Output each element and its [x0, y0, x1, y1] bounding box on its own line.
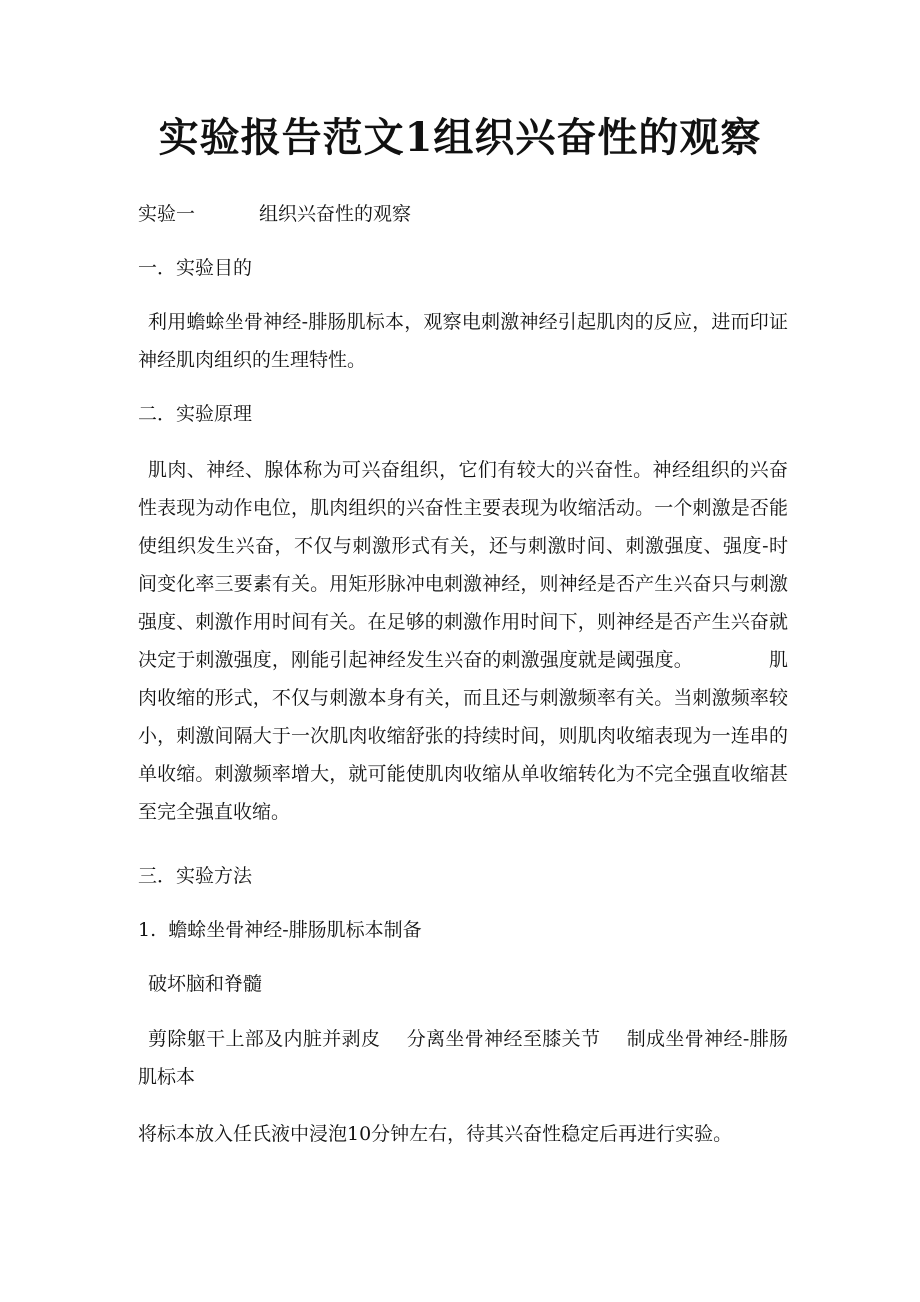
method-step-1: 1. 蟾蜍坐骨神经-腓肠肌标本制备 [138, 919, 422, 941]
principle-text-1: 肌肉、神经、腺体称为可兴奋组织，它们有较大的兴奋性。神经组织的兴奋性表现为动作电位，肌肉组织的兴奋性主要表现为收缩活动。一个刺激是否能使组织发生兴奋，不仅与刺激形式有关，还与刺激时间、刺激强度、强度-时间变化率三要素有关。用矩形脉冲电刺激神经，则神经是否产生兴奋只与刺激强度、刺激作用时间有关。在足够的刺激作用时间下，则神经是否产生兴奋就决定于刺激强度，刚能引起神经发生兴奋的刺激强度就是阈强度。 [138, 459, 788, 671]
experiment-subtitle [138, 196, 788, 232]
experiment-name: 组织兴奋性的观察 [259, 203, 412, 225]
method-step-1b-part-3: 制成坐骨神经-腓肠肌标本 [138, 1028, 788, 1088]
principle-paragraph [138, 451, 788, 831]
method-step-1b [138, 1020, 788, 1096]
method-step-1b-part-2: 分离坐骨神经至膝关节 [406, 1028, 601, 1050]
method-step-1b-part-1: 剪除躯干上部及内脏并剥皮 [148, 1028, 381, 1050]
experiment-number: 实验一 [138, 203, 196, 225]
method-step-1c: 将标本放入任氏液中浸泡10分钟左右，待其兴奋性稳定后再进行实验。 [138, 1123, 733, 1145]
method-step-1a: 破坏脑和脊髓 [148, 973, 263, 995]
purpose-heading: 一．实验目的 [138, 257, 253, 279]
principle-heading: 二．实验原理 [138, 403, 253, 425]
method-heading: 三．实验方法 [138, 865, 253, 887]
principle-text-2: 肌肉收缩的形式，不仅与刺激本身有关，而且还与刺激频率有关。当刺激频率较小，刺激间隔大于一次肌肉收缩舒张的持续时间，则肌肉收缩表现为一连串的单收缩。刺激频率增大，就可能使肌肉收缩从单收缩转化为不完全强直收缩甚至完全强直收缩。 [138, 649, 788, 823]
document-title: 实验报告范文1组织兴奋性的观察 [158, 114, 762, 161]
purpose-text: 利用蟾蜍坐骨神经-腓肠肌标本，观察电刺激神经引起肌肉的反应，进而印证神经肌肉组织的生理特性。 [138, 311, 788, 371]
